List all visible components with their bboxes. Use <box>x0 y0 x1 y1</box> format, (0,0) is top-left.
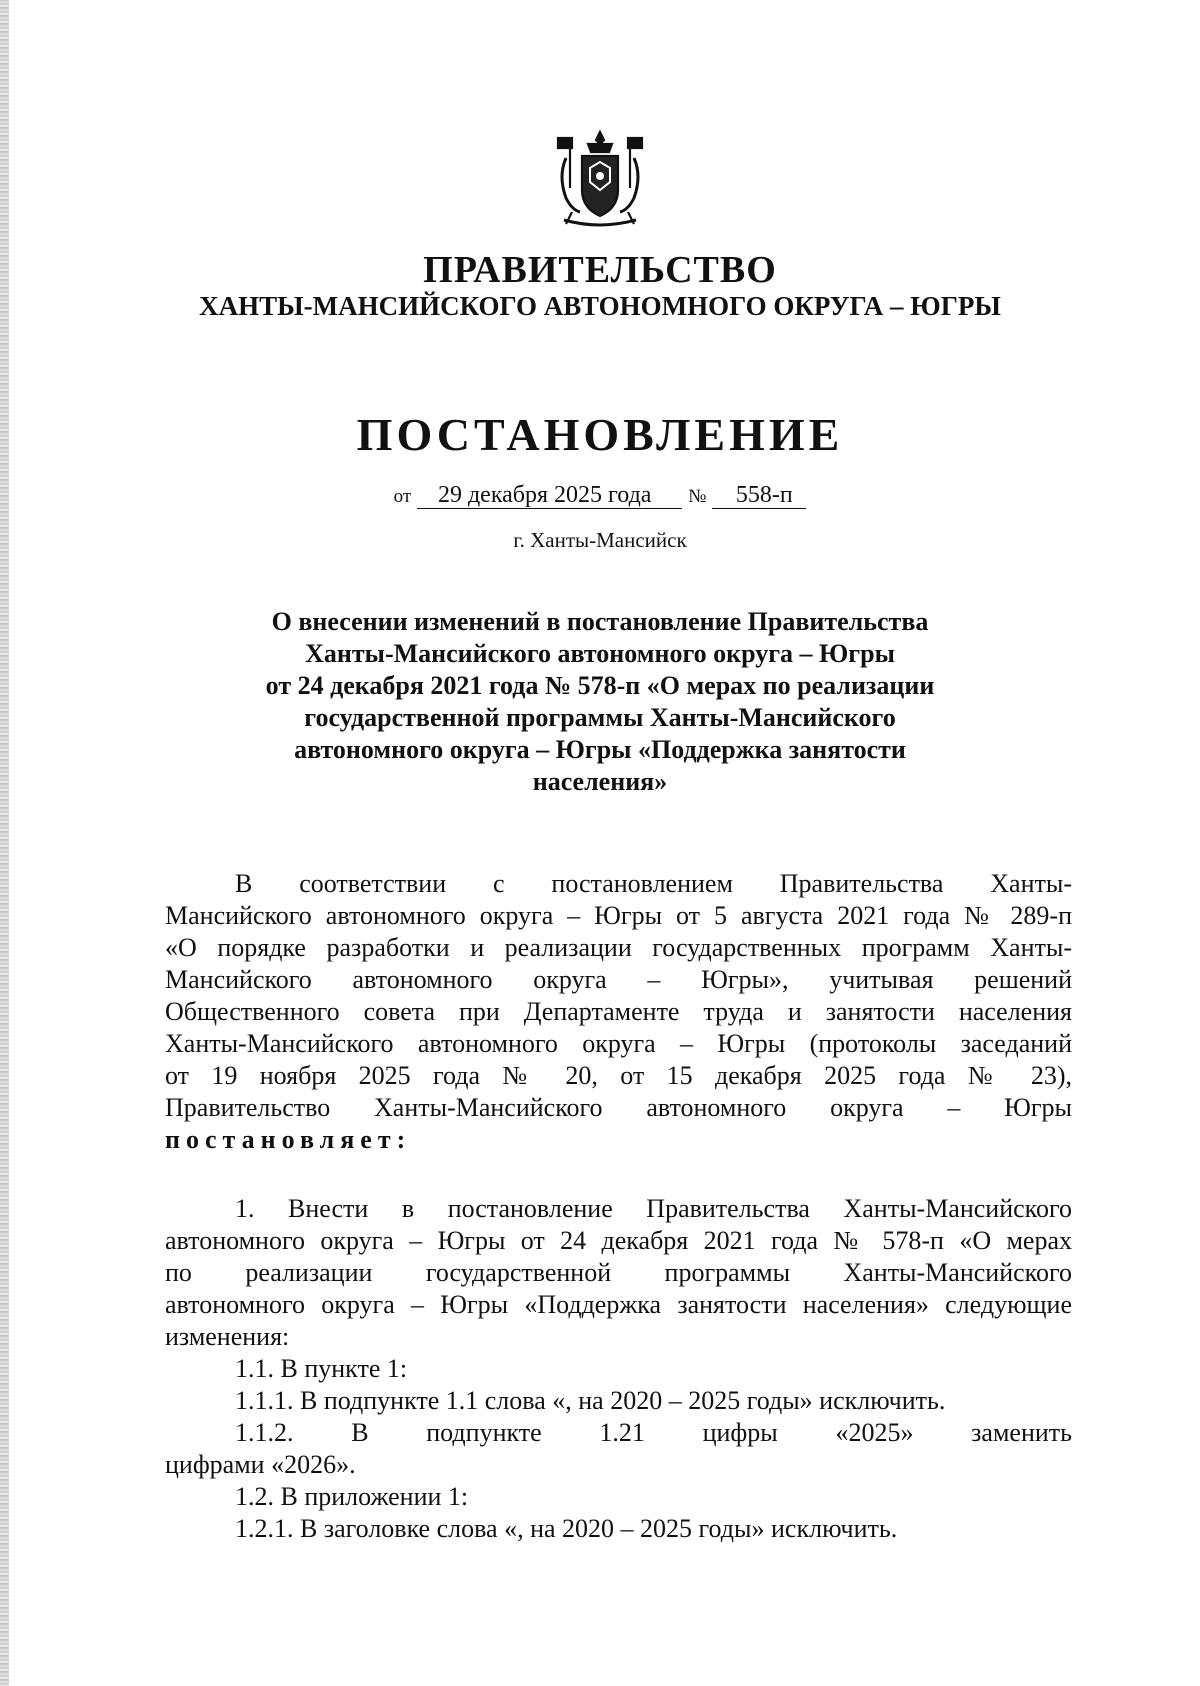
sub-item-1-1-1: 1.1.1. В подпункте 1.1 слова «, на 2020 – 2025 годы» исключить. <box>235 1386 946 1415</box>
title-line: автономного округа – Югры «Поддержка занятости <box>294 735 906 764</box>
sub-item-1-2-1: 1.2.1. В заголовке слова «, на 2020 – 2025 годы» исключить. <box>235 1514 898 1543</box>
document-date: 29 декабря 2025 года <box>417 482 682 509</box>
sub-item-1-2: 1.2. В приложении 1: <box>235 1482 469 1511</box>
document-type: ПОСТАНОВЛЕНИЕ <box>356 409 844 460</box>
sub-item-1-1-2: 1.1.2. В подпункте 1.21 цифры «2025» заменить <box>235 1418 1072 1447</box>
preamble-line: Мансийского автономного округа – Югры от 5 августа 2021 года № 289-п <box>165 901 1072 930</box>
document-title <box>230 606 970 798</box>
item-1-line: 1. Внести в постановление Правительства Ханты-Мансийского <box>235 1194 1072 1223</box>
document-number: 558-п <box>712 482 806 509</box>
title-line: от 24 декабря 2021 года № 578-п «О мерах по реализации <box>265 671 935 700</box>
city: г. Ханты-Мансийск <box>513 528 687 552</box>
preamble-line: Ханты-Мансийского автономного округа – Югры (протоколы заседаний <box>165 1029 1072 1058</box>
title-line: государственной программы Ханты-Мансийского <box>304 703 896 732</box>
date-number-line <box>0 482 1200 509</box>
preamble-line: от 19 ноября 2025 года № 20, от 15 декабря 2025 года № 23), <box>165 1061 1072 1090</box>
number-prefix: № <box>688 486 707 507</box>
title-line: Ханты-Мансийского автономного округа – Югры <box>305 639 895 668</box>
item-1-line: автономного округа – Югры «Поддержка занятости населения» следующие <box>165 1290 1072 1319</box>
preamble-line: «О порядке разработки и реализации государственных программ Ханты- <box>165 933 1072 962</box>
region-name: ХАНТЫ-МАНСИЙСКОГО АВТОНОМНОГО ОКРУГА – ЮГРЫ <box>199 291 1001 321</box>
preamble-paragraph <box>165 868 1072 1156</box>
item-1 <box>165 1193 1072 1545</box>
preamble-line: Мансийского автономного округа – Югры», учитывая решений <box>165 965 1072 994</box>
preamble-line: Правительство Ханты-Мансийского автономного округа – Югры <box>165 1093 1072 1122</box>
title-line: населения» <box>532 767 668 796</box>
title-line: О внесении изменений в постановление Правительства <box>271 607 929 636</box>
preamble-line: Общественного совета при Департаменте труда и занятости населения <box>165 997 1072 1026</box>
preamble-line: В соответствии с постановлением Правительства Ханты- <box>235 869 1072 898</box>
sub-item-1-1-2-cont: цифрами «2026». <box>165 1450 356 1479</box>
decree-word: постановляет: <box>165 1125 412 1154</box>
item-1-line: по реализации государственной программы Ханты-Мансийского <box>165 1258 1072 1287</box>
government-title: ПРАВИТЕЛЬСТВО <box>423 249 777 291</box>
item-1-line: автономного округа – Югры от 24 декабря 2021 года № 578-п «О мерах <box>165 1226 1072 1255</box>
date-prefix: от <box>393 486 412 507</box>
item-1-line: изменения: <box>165 1322 290 1351</box>
sub-item-1-1: 1.1. В пункте 1: <box>235 1354 408 1383</box>
coat-of-arms-icon <box>548 128 652 232</box>
